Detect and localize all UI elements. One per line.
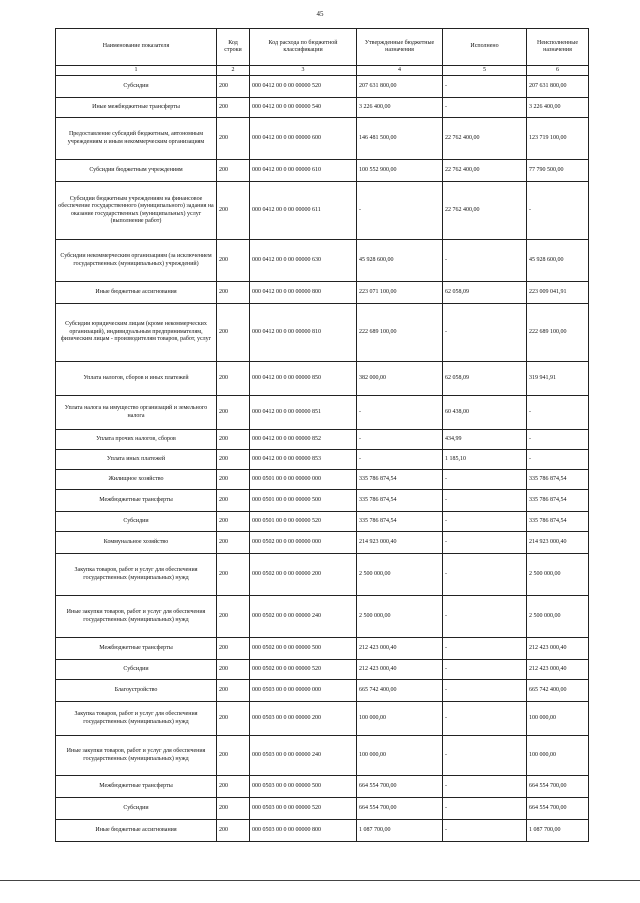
row-approved: 100 000,00 (357, 736, 443, 776)
row-approved: 100 552 900,00 (357, 160, 443, 182)
row-line-code: 200 (217, 736, 250, 776)
row-executed: 1 185,10 (443, 450, 527, 470)
row-line-code: 200 (217, 282, 250, 304)
column-number: 6 (527, 66, 589, 76)
row-line-code: 200 (217, 680, 250, 702)
table-row (56, 736, 589, 776)
row-approved: 335 786 874,54 (357, 490, 443, 512)
row-name: Уплата иных платежей (56, 450, 217, 470)
table-row (56, 450, 589, 470)
table-row (56, 76, 589, 98)
table-row (56, 182, 589, 240)
row-approved: 664 554 700,00 (357, 776, 443, 798)
row-name: Субсидии некоммерческим организациям (за исключением государственных (муниципальных) учреждений) (56, 240, 217, 282)
row-expense-code: 000 0502 00 0 00 00000 240 (250, 596, 357, 638)
column-number: 4 (357, 66, 443, 76)
column-number: 1 (56, 66, 217, 76)
column-number: 3 (250, 66, 357, 76)
row-approved: 45 928 600,00 (357, 240, 443, 282)
row-line-code: 200 (217, 798, 250, 820)
row-unexecuted: 2 500 000,00 (527, 554, 589, 596)
row-expense-code: 000 0503 00 0 00 00000 000 (250, 680, 357, 702)
row-line-code: 200 (217, 702, 250, 736)
row-line-code: 200 (217, 638, 250, 660)
row-approved: 1 087 700,00 (357, 820, 443, 842)
row-approved: 3 226 400,00 (357, 98, 443, 118)
row-line-code: 200 (217, 240, 250, 282)
row-executed: - (443, 76, 527, 98)
row-line-code: 200 (217, 820, 250, 842)
row-approved: - (357, 430, 443, 450)
bottom-rule (0, 880, 640, 881)
header-approved: Утвержденные бюджетные назначения (357, 29, 443, 66)
row-name: Коммунальное хозяйство (56, 532, 217, 554)
row-name: Межбюджетные трансферты (56, 776, 217, 798)
row-unexecuted: - (527, 430, 589, 450)
row-unexecuted: 665 742 400,00 (527, 680, 589, 702)
row-line-code: 200 (217, 396, 250, 430)
row-unexecuted: 335 786 874,54 (527, 512, 589, 532)
row-executed: - (443, 98, 527, 118)
row-expense-code: 000 0502 00 0 00 00000 200 (250, 554, 357, 596)
table-row (56, 430, 589, 450)
row-name: Уплата прочих налогов, сборов (56, 430, 217, 450)
row-expense-code: 000 0503 00 0 00 00000 200 (250, 702, 357, 736)
row-expense-code: 000 0412 00 0 00 00000 600 (250, 118, 357, 160)
row-expense-code: 000 0503 00 0 00 00000 520 (250, 798, 357, 820)
row-expense-code: 000 0502 00 0 00 00000 520 (250, 660, 357, 680)
row-line-code: 200 (217, 304, 250, 362)
row-expense-code: 000 0502 00 0 00 00000 000 (250, 532, 357, 554)
table-row (56, 680, 589, 702)
row-expense-code: 000 0501 00 0 00 00000 500 (250, 490, 357, 512)
row-expense-code: 000 0501 00 0 00 00000 520 (250, 512, 357, 532)
header-unexecuted: Неисполненные назначения (527, 29, 589, 66)
table-row (56, 118, 589, 160)
row-name: Предоставление субсидий бюджетным, автономным учреждениям и иным некоммерческим организациям (56, 118, 217, 160)
row-approved: 665 742 400,00 (357, 680, 443, 702)
row-line-code: 200 (217, 362, 250, 396)
row-expense-code: 000 0412 00 0 00 00000 852 (250, 430, 357, 450)
row-executed: 62 058,09 (443, 362, 527, 396)
row-executed: 434,99 (443, 430, 527, 450)
table-body (56, 76, 589, 842)
column-number-row (56, 66, 589, 76)
row-approved: 335 786 874,54 (357, 470, 443, 490)
row-expense-code: 000 0503 00 0 00 00000 800 (250, 820, 357, 842)
row-unexecuted: 77 790 500,00 (527, 160, 589, 182)
row-approved: 214 923 000,40 (357, 532, 443, 554)
row-executed: 22 762 400,00 (443, 118, 527, 160)
row-unexecuted: 212 423 000,40 (527, 660, 589, 680)
table-row (56, 660, 589, 680)
table-row (56, 282, 589, 304)
row-unexecuted: 100 000,00 (527, 702, 589, 736)
table-row (56, 776, 589, 798)
row-name: Субсидии бюджетным учреждениям на финансовое обеспечение государственного (муниципального) задания на оказание государственных (муниципальных) услуг (выполнение работ) (56, 182, 217, 240)
row-line-code: 200 (217, 554, 250, 596)
row-line-code: 200 (217, 450, 250, 470)
header-executed: Исполнено (443, 29, 527, 66)
row-unexecuted: 100 000,00 (527, 736, 589, 776)
row-approved: 100 000,00 (357, 702, 443, 736)
row-executed: - (443, 512, 527, 532)
table-row (56, 596, 589, 638)
row-approved: 664 554 700,00 (357, 798, 443, 820)
row-line-code: 200 (217, 182, 250, 240)
row-executed: 22 762 400,00 (443, 182, 527, 240)
row-name: Благоустройство (56, 680, 217, 702)
row-name: Иные бюджетные ассигнования (56, 820, 217, 842)
row-line-code: 200 (217, 118, 250, 160)
row-executed: - (443, 736, 527, 776)
row-line-code: 200 (217, 160, 250, 182)
row-expense-code: 000 0502 00 0 00 00000 500 (250, 638, 357, 660)
header-line-code: Код строки (217, 29, 250, 66)
row-name: Уплата налогов, сборов и иных платежей (56, 362, 217, 396)
table-row (56, 820, 589, 842)
table-row (56, 532, 589, 554)
row-approved: 382 000,00 (357, 362, 443, 396)
header-expense-code: Код расхода по бюджетной классификации (250, 29, 357, 66)
row-line-code: 200 (217, 596, 250, 638)
column-number: 2 (217, 66, 250, 76)
table-row (56, 362, 589, 396)
row-unexecuted: 3 226 400,00 (527, 98, 589, 118)
row-name: Субсидии (56, 512, 217, 532)
row-expense-code: 000 0412 00 0 00 00000 520 (250, 76, 357, 98)
row-approved: 223 071 100,00 (357, 282, 443, 304)
row-unexecuted: - (527, 182, 589, 240)
row-unexecuted: 45 928 600,00 (527, 240, 589, 282)
table-row (56, 396, 589, 430)
row-executed: - (443, 680, 527, 702)
row-name: Жилищное хозяйство (56, 470, 217, 490)
row-line-code: 200 (217, 532, 250, 554)
row-unexecuted: 664 554 700,00 (527, 798, 589, 820)
row-unexecuted: 207 631 800,00 (527, 76, 589, 98)
row-line-code: 200 (217, 98, 250, 118)
row-executed: - (443, 490, 527, 512)
row-executed: - (443, 820, 527, 842)
row-approved: 207 631 800,00 (357, 76, 443, 98)
row-unexecuted: 335 786 874,54 (527, 490, 589, 512)
row-expense-code: 000 0412 00 0 00 00000 851 (250, 396, 357, 430)
row-name: Межбюджетные трансферты (56, 490, 217, 512)
row-executed: - (443, 596, 527, 638)
row-expense-code: 000 0412 00 0 00 00000 611 (250, 182, 357, 240)
row-executed: - (443, 776, 527, 798)
row-line-code: 200 (217, 490, 250, 512)
row-approved: 222 689 100,00 (357, 304, 443, 362)
row-unexecuted: - (527, 396, 589, 430)
table-row (56, 554, 589, 596)
row-approved: - (357, 396, 443, 430)
row-name: Закупка товаров, работ и услуг для обеспечения государственных (муниципальных) нужд (56, 702, 217, 736)
row-line-code: 200 (217, 430, 250, 450)
table-row (56, 304, 589, 362)
row-name: Субсидии юридическим лицам (кроме некоммерческих организаций), индивидуальным предпринимателям, физическим лицам - производителям товаров, работ, услуг (56, 304, 217, 362)
row-expense-code: 000 0412 00 0 00 00000 800 (250, 282, 357, 304)
budget-execution-table (55, 28, 589, 842)
row-name: Иные межбюджетные трансферты (56, 98, 217, 118)
table-row (56, 798, 589, 820)
row-unexecuted: 212 423 000,40 (527, 638, 589, 660)
row-name: Субсидии (56, 798, 217, 820)
row-approved: 146 481 500,00 (357, 118, 443, 160)
row-approved: - (357, 450, 443, 470)
row-executed: 60 438,00 (443, 396, 527, 430)
row-executed: - (443, 660, 527, 680)
row-expense-code: 000 0412 00 0 00 00000 610 (250, 160, 357, 182)
row-approved: 212 423 000,40 (357, 638, 443, 660)
row-executed: - (443, 532, 527, 554)
row-expense-code: 000 0412 00 0 00 00000 630 (250, 240, 357, 282)
row-name: Иные закупки товаров, работ и услуг для обеспечения государственных (муниципальных) нужд (56, 736, 217, 776)
row-expense-code: 000 0412 00 0 00 00000 853 (250, 450, 357, 470)
row-expense-code: 000 0412 00 0 00 00000 850 (250, 362, 357, 396)
row-expense-code: 000 0412 00 0 00 00000 810 (250, 304, 357, 362)
table-row (56, 512, 589, 532)
row-unexecuted: 223 009 041,91 (527, 282, 589, 304)
row-unexecuted: 1 087 700,00 (527, 820, 589, 842)
table-row (56, 240, 589, 282)
page-number: 45 (316, 10, 324, 18)
table-row (56, 160, 589, 182)
row-line-code: 200 (217, 776, 250, 798)
row-unexecuted: - (527, 450, 589, 470)
row-executed: - (443, 798, 527, 820)
table-row (56, 638, 589, 660)
row-expense-code: 000 0501 00 0 00 00000 000 (250, 470, 357, 490)
row-unexecuted: 664 554 700,00 (527, 776, 589, 798)
row-approved: 212 423 000,40 (357, 660, 443, 680)
row-line-code: 200 (217, 470, 250, 490)
row-name: Уплата налога на имущество организаций и земельного налога (56, 396, 217, 430)
table-row (56, 98, 589, 118)
row-name: Субсидии (56, 76, 217, 98)
table-row (56, 702, 589, 736)
row-approved: 2 500 000,00 (357, 554, 443, 596)
row-unexecuted: 319 941,91 (527, 362, 589, 396)
row-name: Иные бюджетные ассигнования (56, 282, 217, 304)
row-executed: - (443, 554, 527, 596)
row-executed: 22 762 400,00 (443, 160, 527, 182)
row-name: Субсидии (56, 660, 217, 680)
row-executed: 62 058,09 (443, 282, 527, 304)
row-approved: 2 500 000,00 (357, 596, 443, 638)
row-name: Межбюджетные трансферты (56, 638, 217, 660)
table-row (56, 470, 589, 490)
row-unexecuted: 2 500 000,00 (527, 596, 589, 638)
row-unexecuted: 222 689 100,00 (527, 304, 589, 362)
row-unexecuted: 123 719 100,00 (527, 118, 589, 160)
row-name: Субсидии бюджетным учреждениям (56, 160, 217, 182)
table-header-row (56, 29, 589, 66)
row-name: Закупка товаров, работ и услуг для обеспечения государственных (муниципальных) нужд (56, 554, 217, 596)
row-executed: - (443, 304, 527, 362)
row-line-code: 200 (217, 76, 250, 98)
row-executed: - (443, 240, 527, 282)
header-indicator-name: Наименование показателя (56, 29, 217, 66)
row-executed: - (443, 702, 527, 736)
row-line-code: 200 (217, 512, 250, 532)
row-approved: 335 786 874,54 (357, 512, 443, 532)
row-unexecuted: 335 786 874,54 (527, 470, 589, 490)
row-expense-code: 000 0503 00 0 00 00000 500 (250, 776, 357, 798)
row-executed: - (443, 470, 527, 490)
row-line-code: 200 (217, 660, 250, 680)
row-unexecuted: 214 923 000,40 (527, 532, 589, 554)
row-expense-code: 000 0503 00 0 00 00000 240 (250, 736, 357, 776)
row-approved: - (357, 182, 443, 240)
row-name: Иные закупки товаров, работ и услуг для обеспечения государственных (муниципальных) нужд (56, 596, 217, 638)
column-number: 5 (443, 66, 527, 76)
row-expense-code: 000 0412 00 0 00 00000 540 (250, 98, 357, 118)
table-row (56, 490, 589, 512)
row-executed: - (443, 638, 527, 660)
